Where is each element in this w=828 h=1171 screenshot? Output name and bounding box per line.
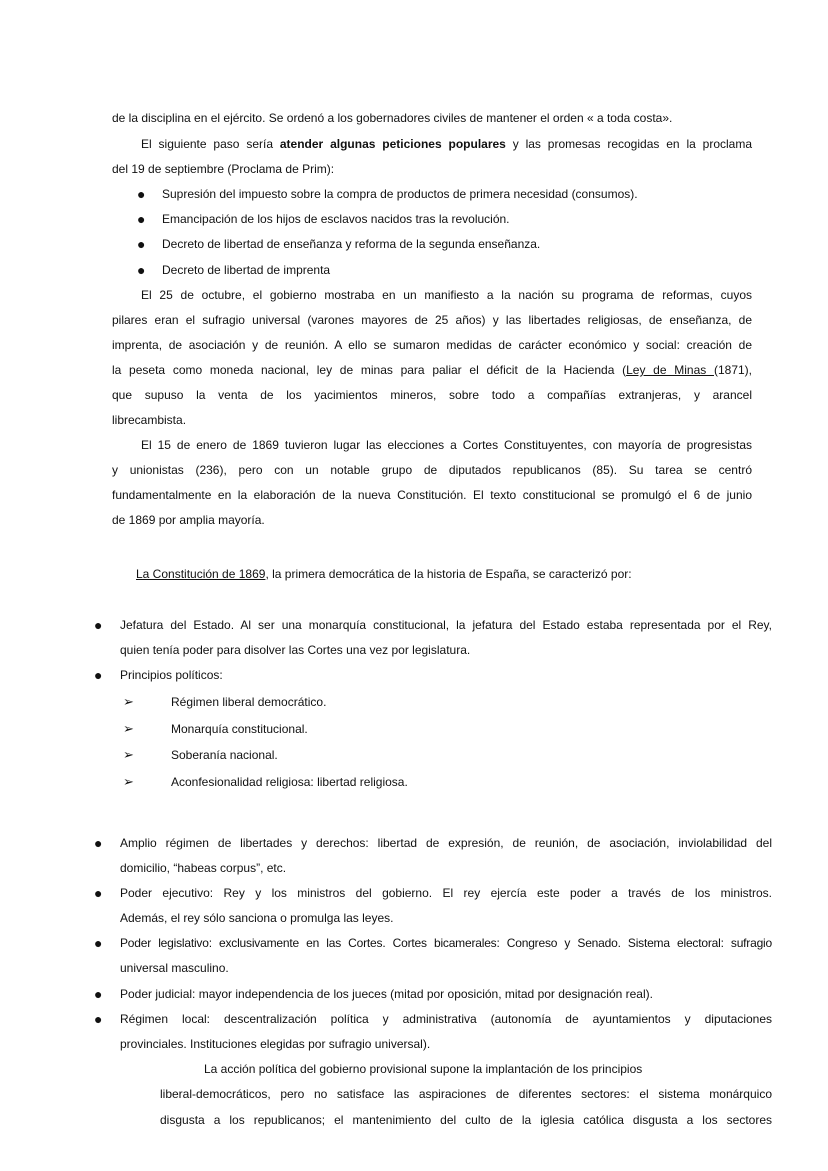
list-item-continuation: Además, el rey sólo sanciona o promulga las leyes. [120,911,394,925]
bullet-icon: ● [94,935,103,951]
text: y las promesas recogidas en la proclama [505,137,753,151]
list-item: Amplio régimen de libertades y derechos: libertad de expresión, de reunión, de asociación, inviolabilidad del [120,836,772,850]
paragraph-line: del 19 de septiembre (Proclama de Prim): [112,162,335,176]
sub-list-item: Monarquía constitucional. [171,722,308,736]
paragraph-line: El 25 de octubre, el gobierno mostraba en un manifiesto a la nación su programa de reformas, cuyos [141,288,752,302]
paragraph-line: que supuso la venta de los yacimientos mineros, sobre todo a compañías extranjeras, y arancel [112,388,752,402]
sub-list-item: Aconfesionalidad religiosa: libertad religiosa. [171,775,408,789]
list-item: Poder ejecutivo: Rey y los ministros del gobierno. El rey ejercía este poder a través de los ministros. [120,886,772,900]
list-item: Supresión del impuesto sobre la compra de productos de primera necesidad (consumos). [162,187,638,201]
paragraph-line: librecambista. [112,413,187,427]
paragraph-line: El 15 de enero de 1869 tuvieron lugar las elecciones a Cortes Constituyentes, con mayoría de progresistas [141,438,752,452]
sub-list-item: Soberanía nacional. [171,748,278,762]
arrow-bullet-icon: ➢ [123,774,134,789]
paragraph-line: y unionistas (236), pero con un notable grupo de diputados republicanos (85). Su tarea se centró [112,463,752,477]
paragraph-line: imprenta, de asociación y de reunión. A ello se sumaron medidas de carácter económico y social: creación de [112,338,752,352]
list-item: Principios políticos: [120,668,223,682]
arrow-bullet-icon: ➢ [123,694,134,709]
section-intro [136,566,632,582]
paragraph-line: liberal-democráticos, pero no satisface las aspiraciones de diferentes sectores: el sistema monárquico [160,1087,772,1101]
bullet-icon: ● [94,986,103,1002]
bullet-icon: ● [94,885,103,901]
list-item: Jefatura del Estado. Al ser una monarquía constitucional, la jefatura del Estado estaba representada por el Rey, [120,618,772,632]
bullet-icon: ● [137,236,146,252]
list-item: Decreto de libertad de imprenta [162,263,331,277]
bullet-icon: ● [94,667,103,683]
bullet-icon: ● [94,835,103,851]
list-item-continuation: universal masculino. [120,961,229,975]
list-item: Poder legislativo: exclusivamente en las Cortes. Cortes bicamerales: Congreso y Senado. Sistema electoral: sufragio [120,936,772,950]
paragraph-line: fundamentalmente en la elaboración de la nueva Constitución. El texto constitucional se promulgó el 6 de junio [112,488,752,502]
list-item: Decreto de libertad de enseñanza y reforma de la segunda enseñanza. [162,237,541,251]
text: (1871), [713,363,752,377]
ley-de-minas-link[interactable]: Ley de Minas [626,363,714,377]
text: El siguiente paso sería [141,137,280,151]
list-item-continuation: domicilio, “habeas corpus”, etc. [120,861,287,875]
bold-text: atender algunas peticiones populares [279,137,506,151]
bullet-icon: ● [137,186,146,202]
paragraph-line: La acción política del gobierno provisional supone la implantación de los principios [204,1062,643,1076]
paragraph-line [141,136,752,152]
paragraph-line [112,362,752,378]
bullet-icon: ● [137,262,146,278]
bullet-icon: ● [94,1011,103,1027]
constitucion-1869-link[interactable]: La Constitución de 1869 [136,567,266,581]
list-item: Poder judicial: mayor independencia de los jueces (mitad por oposición, mitad por designación real). [120,987,653,1001]
bullet-icon: ● [94,617,103,633]
arrow-bullet-icon: ➢ [123,747,134,762]
text: la peseta como moneda nacional, ley de minas para paliar el déficit de la Hacienda ( [112,363,627,377]
list-item-continuation: provinciales. Instituciones elegidas por sufragio universal). [120,1037,431,1051]
list-item-continuation: quien tenía poder para disolver las Cortes una vez por legislatura. [120,643,471,657]
bullet-icon: ● [137,211,146,227]
paragraph-line: disgusta a los republicanos; el mantenimiento del culto de la iglesia católica disgusta a los sectores [160,1113,772,1127]
list-item: Emancipación de los hijos de esclavos nacidos tras la revolución. [162,212,510,226]
paragraph-line: de la disciplina en el ejército. Se ordenó a los gobernadores civiles de mantener el orden « a toda costa». [112,111,673,125]
arrow-bullet-icon: ➢ [123,721,134,736]
text: , la primera democrática de la historia de España, se caracterizó por: [265,567,632,581]
paragraph-line: pilares eran el sufragio universal (varones mayores de 25 años) y las libertades religiosas, de enseñanza, de [112,313,752,327]
paragraph-line: de 1869 por amplia mayoría. [112,513,265,527]
sub-list-item: Régimen liberal democrático. [171,695,327,709]
list-item: Régimen local: descentralización política y administrativa (autonomía de ayuntamientos y diputaciones [120,1012,772,1026]
